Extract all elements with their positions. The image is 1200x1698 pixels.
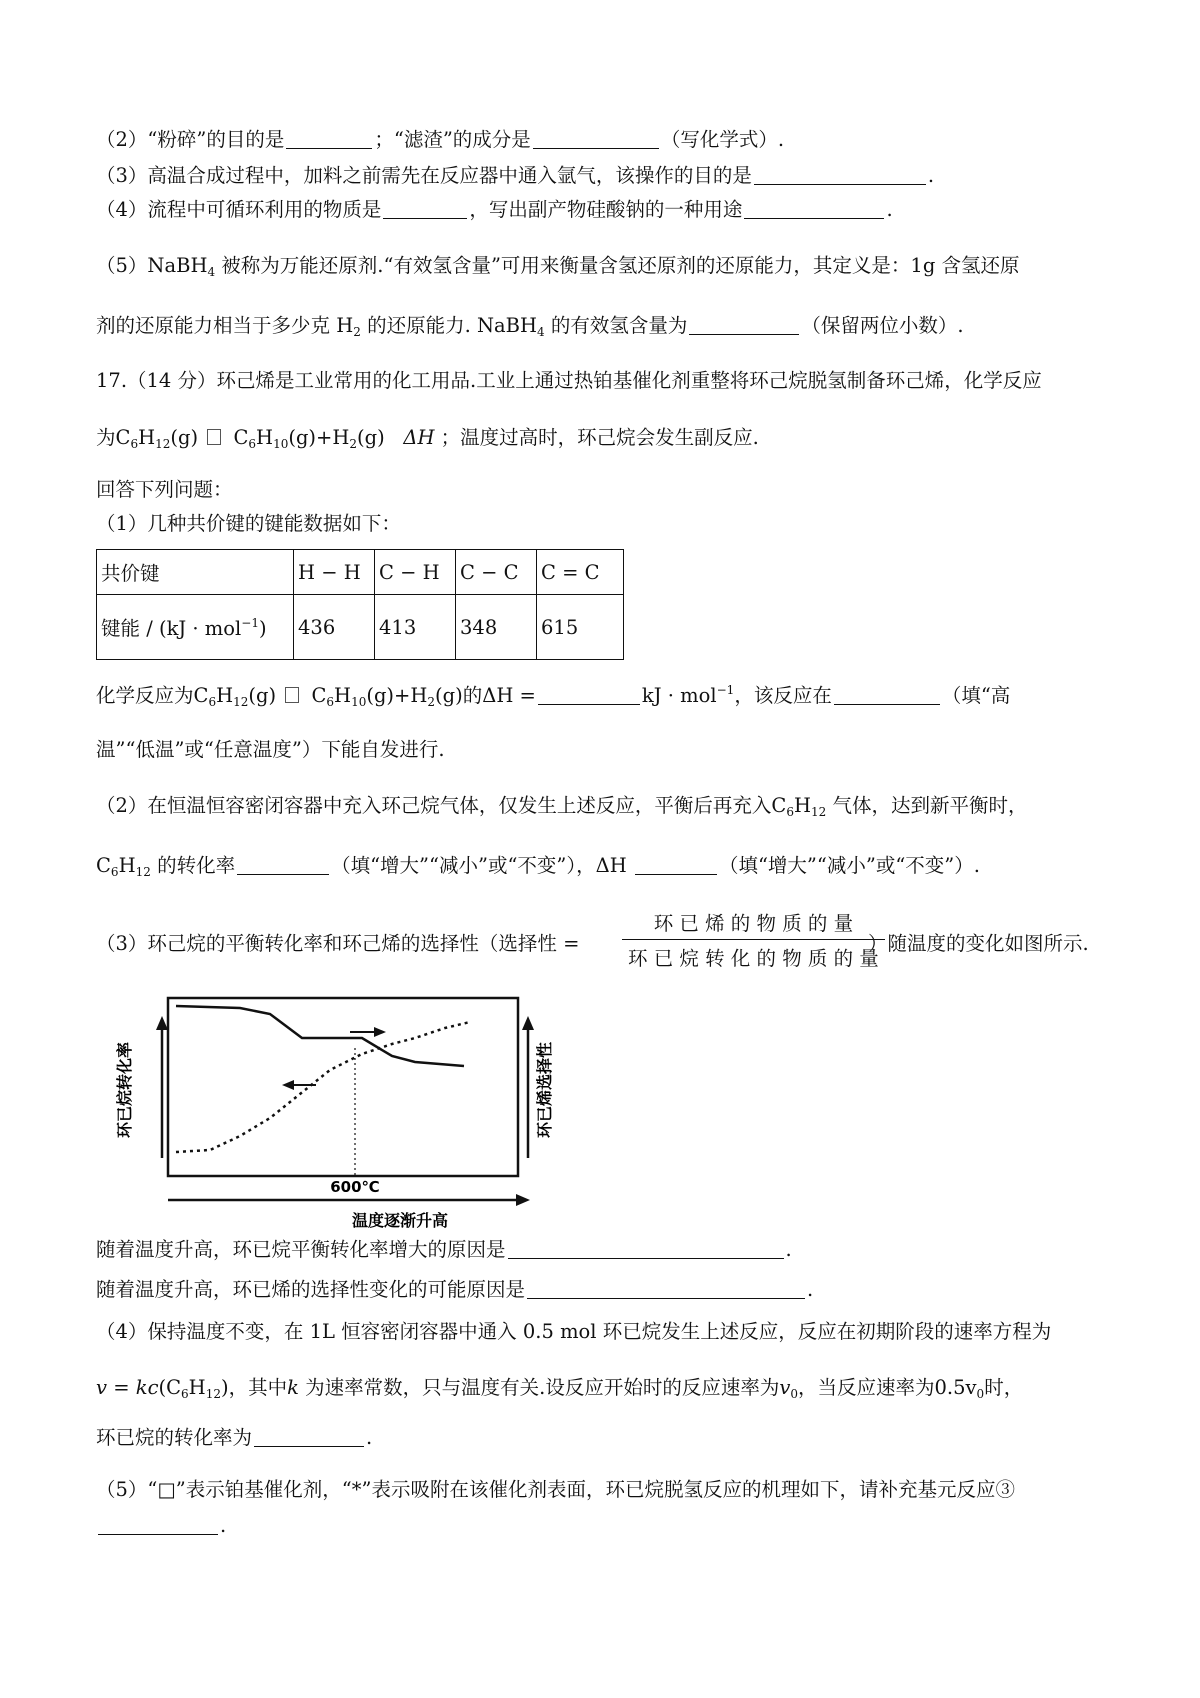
q16-part4: （4）流程中可循环利用的物质是 ，写出副产物硅酸钠的一种用途 . (96, 198, 893, 221)
x-axis-arrowhead-icon (516, 1194, 530, 1206)
answer-blank[interactable] (538, 684, 640, 705)
q17-part3-b: ）随温度的变化如图所示. (868, 932, 1089, 955)
table-header-cell: C = C (537, 550, 624, 595)
q17-intro-line2: 为$C_6H_{12}(g)$ $C_6H_{10}(g)+H_2(g)$ ΔH ；温度过高时，环己烷会发生副反应. (96, 426, 759, 451)
answer-blank[interactable] (635, 854, 717, 875)
right-arrowhead-icon (374, 1027, 386, 1037)
table-header-cell: C − H (375, 550, 456, 595)
q16-part2: （2）“粉碎”的目的是 ；“滤渣”的成分是 （写化学式）. (96, 128, 785, 151)
marker-label-600: 600℃ (330, 1178, 380, 1196)
fraction-numerator: 环 已 烯 的 物 质 的 量 (653, 912, 854, 935)
answer-blank[interactable] (744, 198, 884, 219)
table-cell: 413 (375, 595, 456, 660)
q17-part2-line1: （2）在恒温恒容密闭容器中充入环己烷气体，仅发生上述反应，平衡后再充入$C_6H_{12}$ 气体，达到新平衡时， (96, 794, 1028, 819)
q17-part1-question: 化学反应为$C_6H_{12}(g)$ $C_6H_{10}(g)+H_2(g)$的ΔH = kJ · mol$^{-1}$，该反应在 （填“高 (96, 683, 1011, 709)
x-axis-label: 温度逐渐升高 (351, 1211, 449, 1230)
table-cell: 615 (537, 595, 624, 660)
answer-blank[interactable] (237, 854, 329, 875)
equilibrium-arrow-icon (285, 687, 299, 703)
conversion-selectivity-figure (110, 990, 554, 1230)
table-header-cell: C − C (456, 550, 537, 595)
q17-part3-a: （3）环己烷的平衡转化率和环己烯的选择性（选择性 = (96, 932, 580, 955)
q17-part4-line2: $v = kc(C_6H_{12})$，其中k 为速率常数，只与温度有关.设反应开始时的反应速率为$v_0$，当反应速率为$0.5v_0$时， (96, 1376, 1024, 1401)
left-axis-label: 环已烷转化率 (115, 1041, 134, 1139)
table-cell: 436 (294, 595, 375, 660)
answer-prompt: 回答下列问题： (96, 478, 233, 501)
bond-energy-table (96, 549, 624, 660)
q17-part4-line3: 环已烷的转化率为 . (96, 1426, 373, 1449)
q17-part2-line2: $C_6H_{12}$ 的转化率 （填“增大”“减小”或“不变”），ΔH （填“增大”“减小”或“不变”）. (96, 854, 980, 879)
table-header-cell: H − H (294, 550, 375, 595)
left-arrowhead-icon (282, 1080, 294, 1090)
q16-part5-line1: （5）NaBH$_4$ 被称为万能还原剂.“有效氢含量”可用来衡量含氢还原剂的还原能力，其定义是：1g 含氢还原 (96, 254, 1020, 279)
answer-blank[interactable] (533, 128, 659, 149)
equilibrium-arrow-icon (207, 429, 221, 445)
answer-blank[interactable] (286, 128, 372, 149)
selectivity-fraction (622, 908, 885, 971)
q17-part3-q1: 随着温度升高，环已烷平衡转化率增大的原因是 . (96, 1238, 792, 1261)
q17-intro-line1: 17.（14 分）环己烯是工业常用的化工用品.工业上通过热铂基催化剂重整将环己烷脱氢制备环己烯，化学反应 (96, 369, 1042, 392)
left-axis-arrowhead-icon (156, 1016, 168, 1030)
q17-part3-q2: 随着温度升高，环已烯的选择性变化的可能原因是 . (96, 1278, 814, 1301)
table-header-cell: 共价键 (97, 550, 294, 595)
right-axis-label: 环已烯选择性 (535, 1041, 554, 1139)
table-row-label: 键能 / (kJ · mol$^{-1}$) (97, 595, 294, 660)
q17-part1-label: （1）几种共价键的键能数据如下： (96, 512, 401, 535)
q17-part5-line1: （5）“□”表示铂基催化剂，“*”表示吸附在该催化剂表面，环已烷脱氢反应的机理如下，请补充基元反应③ (96, 1478, 1015, 1501)
conversion-curve (176, 1022, 470, 1152)
answer-blank[interactable] (254, 1426, 364, 1447)
q17-part4-line1: （4）保持温度不变，在 1L 恒容密闭容器中通入 0.5 mol 环已烷发生上述反应，反应在初期阶段的速率方程为 (96, 1320, 1052, 1343)
q16-part5-line2: 剂的还原能力相当于多少克 $H_2$ 的还原能力. NaBH$_4$ 的有效氢含量为 （保留两位小数）. (96, 314, 964, 339)
answer-blank[interactable] (508, 1238, 784, 1259)
answer-blank[interactable] (689, 314, 799, 335)
answer-blank[interactable] (754, 164, 926, 185)
right-axis-arrowhead-icon (522, 1016, 534, 1030)
selectivity-curve (176, 1006, 464, 1066)
fraction-bar (622, 939, 885, 940)
answer-blank[interactable] (383, 198, 467, 219)
table-cell: 348 (456, 595, 537, 660)
answer-blank[interactable] (527, 1278, 805, 1299)
q17-part5-line2: . (96, 1512, 226, 1540)
q17-part1-question-cont: 温”“低温”或“任意温度”）下能自发进行. (96, 738, 445, 761)
answer-blank[interactable] (834, 684, 940, 705)
plot-frame (168, 998, 518, 1176)
answer-blank[interactable] (98, 1514, 218, 1535)
q16-part3: （3）高温合成过程中，加料之前需先在反应器中通入氩气，该操作的目的是 . (96, 164, 935, 187)
fraction-denominator: 环 已 烷 转 化 的 物 质 的 量 (628, 947, 879, 970)
